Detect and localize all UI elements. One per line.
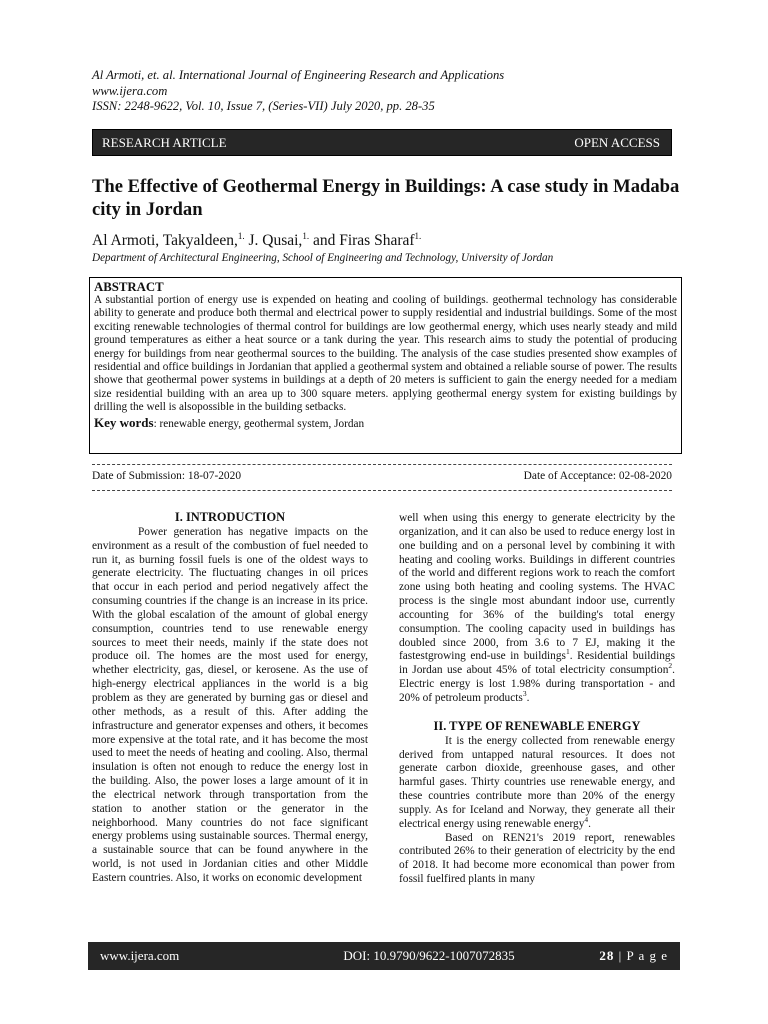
author-1: Al Armoti, Takyaldeen,	[92, 232, 238, 250]
paper-title: The Effective of Geothermal Energy in Buildings: A case study in Madaba city in Jordan	[92, 176, 680, 220]
citation-4: 4	[584, 814, 589, 824]
abstract-box	[89, 277, 682, 454]
text-run: . Electric energy is lost 1.98% during transportation - and 20% of petroleum products	[399, 664, 675, 704]
text-run: . Residential buildings in Jordan use about 45% of total electricity consumption	[399, 650, 675, 677]
text-run: well when using this energy to generate electricity by the organization, and it can also be used to reduce energy lost in one building and on a personal level by combining it with heating and cooling works. Buildings in different countries of the world and different regions work to reach the comfort zone using both heating and cooling systems. The HVAC process is the single most abundant indoor use, currently accounting for 36% of the building's total energy consumption. The cooling capacity used in buildings has doubled since 2000, from 3.6 to 7 EJ, making it the fastestgrowing end-use in buildings	[399, 512, 675, 663]
journal-issn: ISSN: 2248-9622, Vol. 10, Issue 7, (Series-VII) July 2020, pp. 28-35	[92, 99, 435, 113]
footer-doi[interactable]: DOI: 10.9790/9622-1007072835	[343, 948, 515, 963]
renewable-energy-paragraph-1	[399, 735, 675, 832]
right-column	[399, 512, 675, 887]
article-type-banner	[92, 129, 672, 156]
journal-website-link[interactable]: www.ijera.com	[92, 83, 168, 98]
renewable-energy-paragraph-2: Based on REN21's 2019 report, renewables contributed 26% to their generation of electricity by the end of 2018. It had become more economical than power from fossil fuelfired plants in many	[399, 831, 675, 886]
renewable-energy-heading: II. TYPE OF RENEWABLE ENERGY	[433, 718, 641, 733]
abstract-text: A substantial portion of energy use is expended on heating and cooling of buildings. geothermal technology has considerable ability to generate and produce both thermal and electrical power to supply residential and industrial buildings. Some of the most exciting renewable technologies of thermal control for buildings are low geothermal energy, which uses nearly steady and mild ground temperatures as either a heat source or a tank during the year. This research aims to study the potential of producing energy for buildings from near geothermal sources to the building. The analysis of the case studies presented show examples of residential and office buildings in Jordanian that applied a geothermal system and obtained a reliable sourse of power. The results showe that geothermal power systems in buildings at a depth of 20 meters is sufficient to gain the energy needed for a mediam size residential building with an area up to 300 square meters. applying geothermal energy system for existing buildings by drilling the well is alsopossible in the building setbacks.	[94, 294, 677, 414]
introduction-paragraph: Power generation has negative impacts on the environment as a result of the combustion of fuel needed to run it, as burning fossil fuels is one of the oldest ways to generate electricity. The fluctuating changes in oil prices that occur in each period and period negatively affect the consuming countries if the change is an increase in its price. With the global escalation of the amount of global energy consumption, countries tend to use renewable energy sources to meet their needs, mainly if the state does not produce oil. The homes are the most used for energy, whether electricity, gas, diesel, or kerosene. As the use of high-energy electrical appliances in the world is a big problem as they are generated by burning gas or diesel and other methods, as a result of this. After adding the infrastructure and generator expenses and others, it becomes more expensive at the total rate, and it has become the most used to meet the needs of heating and cooling. Also, thermal insulation is often not enough to reduce the energy lost in the building. Also, the power loses a large amount of it in the electrical network through transportation from the station to another station or the generator in the neighborhood. Many countries do not face significant energy problems using sustainable sources. Thermal energy, a sustainable source that can be found anywhere in the world, is not used in Jordanian cities and other Middle Eastern countries. Also, it works on economic development	[92, 525, 368, 884]
introduction-continued-paragraph	[399, 512, 675, 706]
author-1-affiliation-mark: 1.	[237, 231, 245, 241]
citation-2: 2	[668, 661, 673, 671]
text-run: .	[526, 691, 530, 704]
left-column	[92, 511, 368, 886]
footer-page-indicator	[553, 948, 668, 964]
journal-header	[92, 68, 682, 115]
page-footer	[88, 942, 680, 970]
author-2-affiliation-mark: 1.	[302, 231, 310, 241]
page-label: | P a g e	[614, 948, 668, 963]
text-run: It is the energy collected from renewable energy derived from untapped natural resources. It does not generate carbon dioxide, greenhouse gases, and other harmful gases. Thirty countries use renewable energy, and these countries contribute more than 20% of the energy supply. As for Iceland and Norway, they generate all their electrical energy using renewable energy	[399, 734, 675, 830]
text-run: .	[588, 817, 591, 830]
author-list	[92, 231, 682, 250]
research-article-label: RESEARCH ARTICLE	[102, 134, 227, 150]
page-number: 28	[599, 948, 615, 963]
citation-3: 3	[522, 689, 527, 699]
footer-website-link[interactable]: www.ijera.com	[100, 948, 180, 963]
introduction-heading: I. INTRODUCTION	[174, 510, 286, 524]
dashed-divider-top	[92, 464, 672, 465]
author-3-affiliation-mark: 1.	[414, 231, 422, 241]
journal-citation: Al Armoti, et. al. International Journal of Engineering Research and Applications	[92, 68, 505, 82]
keywords	[94, 415, 677, 432]
open-access-label: OPEN ACCESS	[574, 134, 660, 150]
submission-dates	[92, 470, 672, 482]
dashed-divider-bottom	[92, 490, 672, 491]
author-2: J. Qusai,	[244, 232, 303, 250]
submission-date: Date of Submission: 18-07-2020	[92, 470, 242, 482]
author-affiliation: Department of Architectural Engineering, School of Engineering and Technology, University of Jordan	[92, 252, 554, 264]
keywords-list: : renewable energy, geothermal system, Jordan	[153, 417, 365, 430]
abstract-heading: ABSTRACT	[94, 280, 164, 294]
author-3: and Firas Sharaf	[309, 232, 415, 250]
citation-1: 1	[565, 647, 570, 657]
acceptance-date: Date of Acceptance: 02-08-2020	[523, 470, 672, 482]
keywords-label: Key words	[94, 414, 154, 430]
